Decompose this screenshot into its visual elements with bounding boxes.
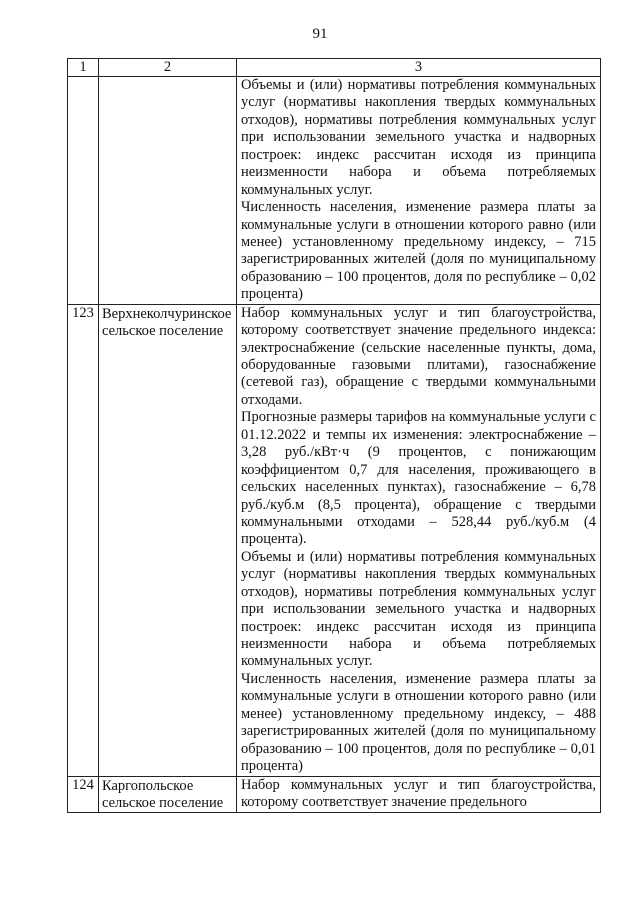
tariff-table bbox=[67, 58, 601, 813]
paragraph: Набор коммунальных услуг и тип благоустройства, которому соответствует значение предельного bbox=[241, 776, 596, 810]
header-col-2: 2 bbox=[99, 59, 237, 77]
settlement-name: Каргопольское сельское поселение bbox=[99, 776, 237, 813]
row-number: 124 bbox=[68, 776, 99, 813]
settlement-name: Верхнеколчуринское сельское поселение bbox=[99, 304, 237, 776]
row-number bbox=[68, 77, 99, 305]
paragraph: Прогнозные размеры тарифов на коммунальные услуги с 01.12.2022 и темпы их изменения: электроснабжение – 3,28 руб./кВт·ч (9 процентов, с понижающим коэффициентом 0,7 для населения, проживающего в сельских населенных пунктах), газоснабжение – 6,78 руб./куб.м (8,5 процента), обращение с твердыми коммунальными отходами – 528,44 руб./куб.м (4 процента). bbox=[241, 409, 596, 548]
page-number: 91 bbox=[312, 26, 328, 42]
paragraph: Численность населения, изменение размера платы за коммунальные услуги в отношении которого равно (или менее) установленному предельному индексу, – 715 зарегистрированных жителей (доля по муниципальному образованию – 100 процентов, доля по республике – 0,02 процента) bbox=[241, 199, 596, 303]
header-col-3: 3 bbox=[237, 59, 601, 77]
row-description bbox=[237, 304, 601, 776]
row-description bbox=[237, 77, 601, 305]
paragraph: Объемы и (или) нормативы потребления коммунальных услуг (нормативы накопления твердых коммунальных отходов), нормативы потребления коммунальных услуг при использовании земельного участка и надворных построек: индекс рассчитан исходя из принципа неизменности набора и объема потребляемых коммунальных услуг. bbox=[241, 548, 596, 670]
settlement-name bbox=[99, 77, 237, 305]
table-row bbox=[68, 776, 601, 813]
row-number: 123 bbox=[68, 304, 99, 776]
paragraph: Объемы и (или) нормативы потребления коммунальных услуг (нормативы накопления твердых коммунальных отходов), нормативы потребления коммунальных услуг при использовании земельного участка и надворных построек: индекс рассчитан исходя из принципа неизменности набора и объема потребляемых коммунальных услуг. bbox=[241, 77, 596, 198]
paragraph: Численность населения, изменение размера платы за коммунальные услуги в отношении которого равно (или менее) установленному предельному индексу, – 488 зарегистрированных жителей (доля по муниципальному образованию – 100 процентов, доля по республике – 0,01 процента) bbox=[241, 670, 596, 775]
header-col-1: 1 bbox=[68, 59, 99, 77]
table-header-row bbox=[68, 59, 601, 77]
paragraph: Набор коммунальных услуг и тип благоустройства, которому соответствует значение предельного индекса: электроснабжение (сельские населенные пункты, дома, оборудованные газовыми плитами), газоснабжение (сетевой газ), обращение с твердыми коммунальными отходами. bbox=[241, 304, 596, 408]
table-row bbox=[68, 77, 601, 305]
table-row bbox=[68, 304, 601, 776]
row-description bbox=[237, 776, 601, 813]
